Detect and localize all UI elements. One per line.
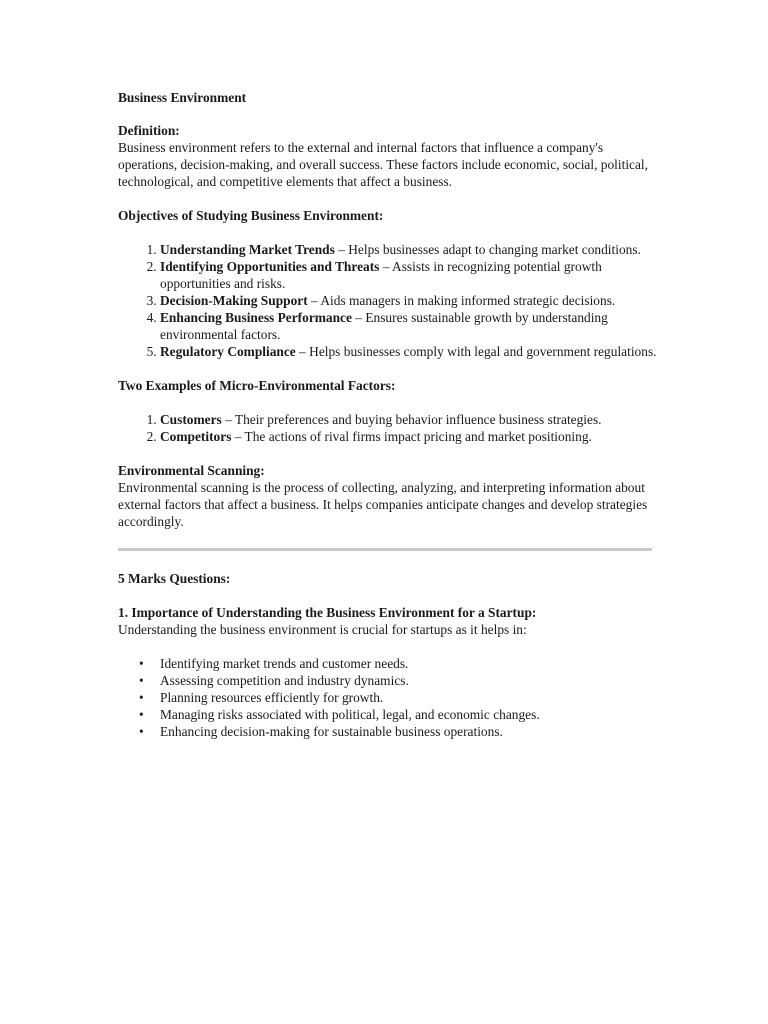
definition-text: Business environment refers to the external and internal factors that influence a company's operations, decision-making, and overall success. These factors include economic, social, political, technological, and competitive elements that affect a business. (118, 140, 649, 189)
list-item (160, 411, 658, 428)
list-item (160, 258, 658, 292)
question-1-bullets (118, 655, 658, 740)
micro-factor-text: – Their preferences and buying behavior influence business strategies. (221, 412, 602, 427)
list-item (160, 343, 658, 360)
objective-term: Decision-Making Support (160, 293, 308, 308)
document-title: Business Environment (118, 90, 247, 105)
section-divider (118, 548, 652, 551)
bullet-icon: • (139, 690, 144, 705)
definition-section (118, 122, 658, 190)
list-item (139, 723, 658, 740)
bullet-text: Planning resources efficiently for growth. (160, 690, 384, 705)
scanning-heading: Environmental Scanning: (118, 463, 265, 478)
objective-text: – Helps businesses comply with legal and government regulations. (295, 344, 657, 359)
bullet-icon: • (139, 673, 144, 688)
micro-factor-term: Competitors (160, 429, 232, 444)
micro-factor-term: Customers (160, 412, 222, 427)
list-item (160, 309, 658, 343)
list-item (139, 655, 658, 672)
bullet-text: Identifying market trends and customer needs. (160, 656, 409, 671)
objective-term: Identifying Opportunities and Threats (160, 259, 380, 274)
objectives-section (118, 207, 658, 360)
bullet-text: Enhancing decision-making for sustainable business operations. (160, 724, 503, 739)
micro-factors-list (118, 411, 658, 445)
list-item (160, 428, 658, 445)
micro-factor-text: – The actions of rival firms impact pricing and market positioning. (231, 429, 592, 444)
bullet-text: Assessing competition and industry dynamics. (160, 673, 409, 688)
definition-heading: Definition: (118, 123, 180, 138)
objective-term: Enhancing Business Performance (160, 310, 352, 325)
question-1-intro: Understanding the business environment is crucial for startups as it helps in: (118, 622, 527, 637)
list-item (139, 689, 658, 706)
objective-term: Understanding Market Trends (160, 242, 335, 257)
list-item (160, 292, 658, 309)
micro-factors-section (118, 377, 658, 445)
objectives-heading: Objectives of Studying Business Environment: (118, 208, 384, 223)
list-item (139, 672, 658, 689)
bullet-icon: • (139, 656, 144, 671)
bullet-icon: • (139, 707, 144, 722)
scanning-section (118, 462, 658, 530)
objective-text: – Aids managers in making informed strategic decisions. (307, 293, 616, 308)
objective-text: – Ensures sustainable growth by understanding environmental factors. (160, 310, 608, 342)
list-item (139, 706, 658, 723)
marks-section (118, 570, 658, 740)
bullet-text: Managing risks associated with political, legal, and economic changes. (160, 707, 540, 722)
objectives-list (118, 241, 658, 360)
objective-term: Regulatory Compliance (160, 344, 296, 359)
marks-heading: 5 Marks Questions: (118, 571, 231, 586)
objective-text: – Assists in recognizing potential growth opportunities and risks. (160, 259, 602, 291)
bullet-icon: • (139, 724, 144, 739)
scanning-text: Environmental scanning is the process of collecting, analyzing, and interpreting information about external factors that affect a business. It helps companies anticipate changes and develop strategies accordingly. (118, 480, 648, 529)
objective-text: – Helps businesses adapt to changing market conditions. (334, 242, 641, 257)
question-1-heading: 1. Importance of Understanding the Business Environment for a Startup: (118, 605, 537, 620)
micro-factors-heading: Two Examples of Micro-Environmental Factors: (118, 378, 396, 393)
list-item (160, 241, 658, 258)
